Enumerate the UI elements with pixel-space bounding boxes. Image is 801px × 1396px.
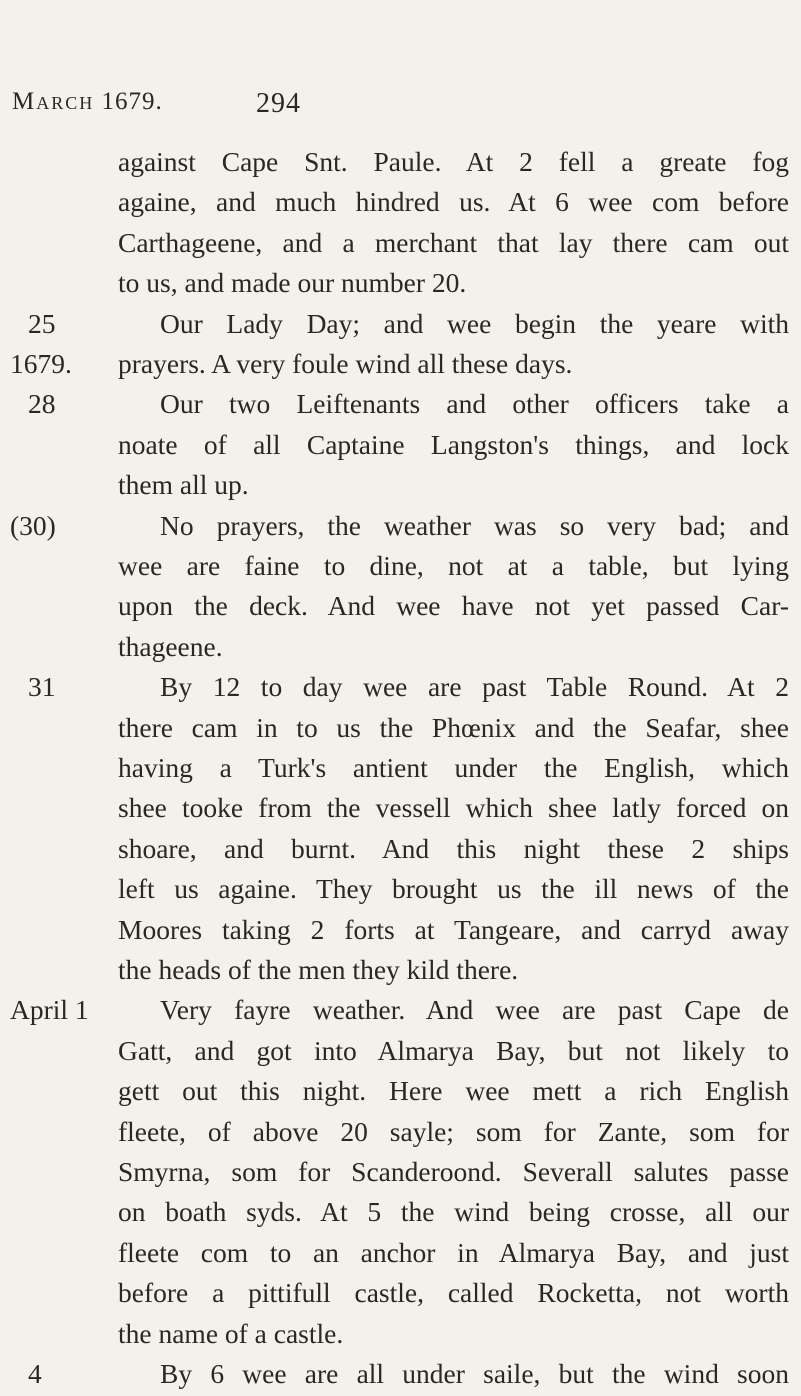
text-line [0, 706, 801, 750]
line-text: prayers. A very foule wind all these days. [118, 348, 573, 379]
entry-date: (30) [10, 509, 56, 541]
text-line [0, 423, 801, 467]
header-year: 1679. [101, 88, 163, 115]
line-text: noate of all Captaine Langston's things, and lock [118, 428, 789, 460]
line-text: Moores taking 2 forts at Tangeare, and carryd away [118, 913, 789, 945]
text-line [0, 140, 801, 184]
line-text: before a pittifull castle, called Rocketta, not worth [118, 1277, 789, 1309]
line-text: Carthageene, and a merchant that lay there cam out [118, 226, 789, 258]
entry-date: April 1 [10, 994, 89, 1026]
text-line [0, 1231, 801, 1275]
line-text: left us againe. They brought us the ill news of the [118, 873, 789, 905]
text-line [0, 1271, 801, 1315]
text-line [0, 1069, 801, 1113]
line-text: Our Lady Day; and wee begin the yeare with [160, 307, 789, 339]
text-line [0, 746, 801, 790]
text-line [0, 1029, 801, 1073]
line-text: againe, and much hindred us. At 6 wee com before [118, 186, 789, 218]
text-line [0, 342, 801, 386]
line-text: against Cape Snt. Paule. At 2 fell a greate fog [118, 146, 789, 177]
line-text: thageene. [118, 630, 223, 662]
line-text: wee are faine to dine, not at a table, but lying [118, 550, 789, 581]
text-line [0, 261, 801, 305]
text-line [0, 1352, 801, 1396]
line-text: Our two Leiftenants and other officers take a [160, 388, 789, 420]
line-text: No prayers, the weather was so very bad; and [160, 509, 789, 541]
line-text: the name of a castle. [118, 1317, 344, 1349]
line-text: them all up. [118, 469, 249, 501]
text-line [0, 180, 801, 224]
line-text: Gatt, and got into Almarya Bay, but not likely to [118, 1034, 789, 1066]
line-text: upon the deck. And wee have not yet passed Car- [118, 590, 789, 622]
entry-date: 4 [28, 1358, 42, 1389]
text-line [0, 625, 801, 669]
line-text: Very fayre weather. And wee are past Cape de [160, 994, 789, 1026]
entry-date: 31 [28, 671, 56, 703]
header-month: March [12, 88, 95, 115]
entry-date: 25 [28, 307, 56, 339]
line-text: having a Turk's antient under the English, which [118, 752, 789, 783]
line-text: shoare, and burnt. And this night these 2 ships [118, 832, 789, 864]
text-line [0, 584, 801, 628]
text-line [0, 827, 801, 871]
line-text: to us, and made our number 20. [118, 267, 467, 299]
text-line [0, 302, 801, 346]
line-text: fleete, of above 20 sayle; som for Zante, som for [118, 1115, 789, 1147]
text-line [0, 786, 801, 830]
line-text: on boath syds. At 5 the wind being crosse, all our [118, 1196, 789, 1228]
line-text: Smyrna, som for Scanderoond. Severall salutes passe [118, 1156, 789, 1187]
running-header [12, 88, 301, 119]
text-line [0, 867, 801, 911]
line-text: there cam in to us the Phœnix and the Seafar, shee [118, 711, 789, 743]
text-line [0, 544, 801, 588]
line-text: shee tooke from the vessell which shee latly forced on [118, 792, 789, 824]
page-number: 294 [256, 88, 301, 119]
text-line [0, 463, 801, 507]
text-line [0, 221, 801, 265]
entry-date: 1679. [10, 348, 72, 379]
text-line [0, 382, 801, 426]
text-line [0, 504, 801, 548]
line-text: By 6 wee are all under saile, but the wind soon [160, 1358, 789, 1389]
line-text: By 12 to day wee are past Table Round. At 2 [160, 671, 789, 703]
line-text: fleete com to an anchor in Almarya Bay, and just [118, 1236, 789, 1268]
text-line [0, 988, 801, 1032]
line-text: the heads of the men they kild there. [118, 954, 519, 985]
text-line [0, 1110, 801, 1154]
text-line [0, 665, 801, 709]
text-line [0, 948, 801, 992]
text-line [0, 908, 801, 952]
text-line [0, 1150, 801, 1194]
line-text: gett out this night. Here wee mett a rich English [118, 1075, 789, 1107]
text-line [0, 1190, 801, 1234]
entry-date: 28 [28, 388, 56, 420]
